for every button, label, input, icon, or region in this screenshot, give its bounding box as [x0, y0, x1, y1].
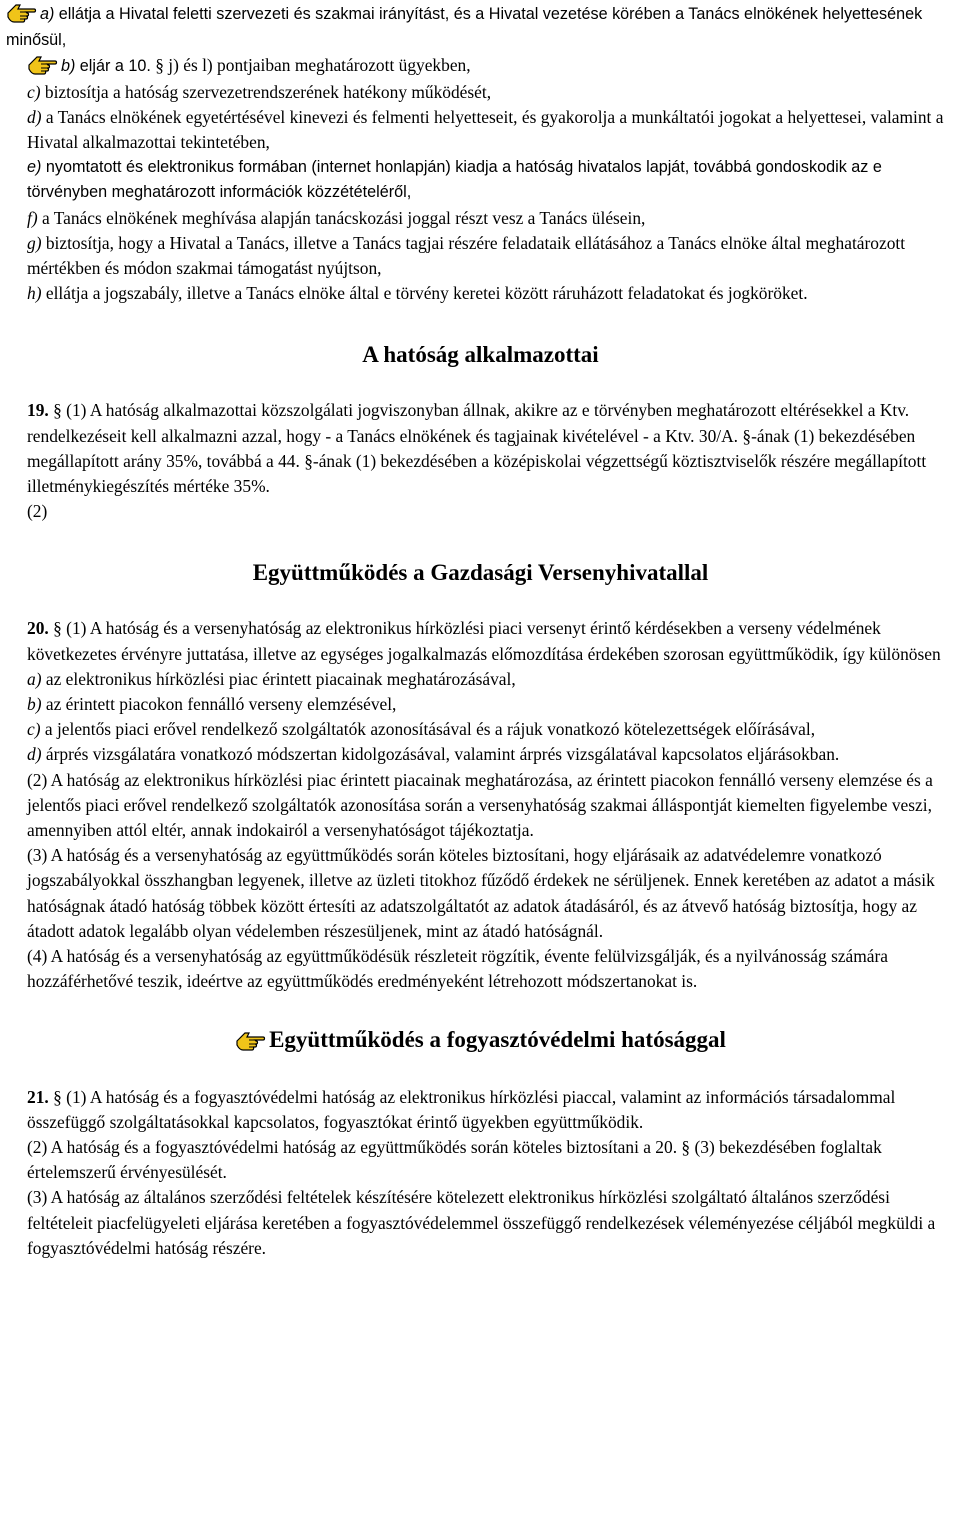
- item-label: a): [40, 5, 55, 23]
- item-label: f): [27, 207, 38, 228]
- paragraph-text: (1) A hatóság és a fogyasztóvédelmi hatóság az elektronikus hírközlési piaccal, valamint az információs társadalommal összefüggő szolgáltatásokkal kapcsolatos, fogyasztókat érintő ügyekben együttműködik.: [27, 1086, 896, 1132]
- item-label: c): [27, 719, 41, 740]
- item-text: a Tanács elnökének egyetértésével kinevezi és felmenti helyetteseit, és gyakorolja a munkáltatói jogokat a helyettesei, valamint a Hivatal alkalmazottai tekintetében,: [27, 106, 944, 153]
- item-text: ellátja a jogszabály, illetve a Tanács elnöke által e törvény keretei között ráruházott feladatokat és jogköröket.: [45, 283, 808, 304]
- paragraph-text: (3) bekezdésében foglaltak értelemszerű érvényesülését.: [27, 1136, 882, 1183]
- item-text: nyomtatott és elektronikus formában (internet honlapján) kiadja a hatóság hivatalos lapját, továbbá gondoskodik az e törvényben meghatározott információk közzétételéről,: [27, 158, 882, 202]
- list-item-g: [6, 231, 955, 281]
- pointing-hand-icon[interactable]: [6, 1, 38, 23]
- list-item-20-c: [6, 717, 955, 742]
- paragraph-20-2: (2) A hatóság az elektronikus hírközlési piac érintett piacainak meghatározása, az érintett piacokon fennálló verseny elemzése és a jelentős piaci erővel rendelkező szolgáltatók azonosítása során a versenyhatóság szakmai álláspontját kiemelten figyelembe veszi, amennyiben attól eltér, annak indokairól a versenyhatóságot tájékoztatja.: [27, 769, 933, 841]
- list-item-c: [6, 80, 955, 105]
- item-text: biztosítja, hogy a Hivatal a Tanács, illetve a Tanács tagjai részére feladataik ellátásához a Tanács elnöke által meghatározott mértékben és módon szakmai támogatást nyújtson,: [27, 232, 906, 279]
- item-text: a jelentős piaci erővel rendelkező szolgáltatók azonosításával és a rájuk vonatkozó kötelezettségek előírásával,: [44, 719, 816, 740]
- list-item-b: [6, 53, 955, 79]
- heading-text: Együttműködés a fogyasztóvédelmi hatósággal: [269, 1026, 726, 1052]
- paragraph-text: (1) A hatóság alkalmazottai közszolgálati jogviszonyban állnak, akikre az e törvényben meghatározott eltérésekkel a Ktv. rendelkezéseit kell alkalmazni azzal, hogy - a Tanács elnökének és tagjainak kivételével - a Ktv. 30/A.: [27, 400, 910, 446]
- item-label: a): [27, 668, 42, 689]
- section-sign[interactable]: §: [155, 55, 164, 76]
- list-item-20-a: [6, 667, 955, 692]
- item-label: e): [27, 158, 42, 177]
- section-number: 19.: [27, 400, 49, 421]
- paragraph-19-2: (2): [27, 501, 48, 522]
- item-text: árprés vizsgálatára vonatkozó módszertan kidolgozásával, valamint árprés vizsgálatával kapcsolatos eljárásokban.: [45, 744, 840, 765]
- item-text: az érintett piacokon fennálló verseny elemzésével,: [45, 694, 397, 715]
- paragraph-21-1: [6, 1085, 955, 1135]
- section-number: 21.: [27, 1086, 49, 1107]
- item-text: az elektronikus hírközlési piac érintett piacainak meghatározásával,: [45, 668, 516, 689]
- pointing-hand-icon[interactable]: [235, 1029, 267, 1051]
- list-item-20-d: [6, 742, 955, 767]
- section-sign[interactable]: §: [681, 1136, 691, 1157]
- paragraph-20-3: (3) A hatóság és a versenyhatóság az együttműködés során köteles biztosítani, hogy eljárásaik az adatvédelemre vonatkozó jogszabályokkal összhangban legyenek, illetve az üzleti titokhoz fűződő érdekek ne sérüljenek. Ennek keretében az adatot a másik hatóságnak átadó hatóság többek között értesíti az adatszolgáltatót az adatok átadásáról, és az átvevő hatóság biztosítja, hogy az átadott adatok legalább olyan védelemben részesüljenek, mint az átadó hatóságnál.: [27, 845, 935, 941]
- paragraph-19-1: [6, 398, 955, 499]
- item-text: ellátja a Hivatal feletti szervezeti és szakmai irányítást, és a Hivatal vezetése körében a Tanács elnökének helyettesének minősül,: [6, 5, 923, 50]
- list-item-h: [6, 281, 955, 306]
- list-item-f: [6, 206, 955, 231]
- item-label: b): [61, 57, 76, 76]
- pointing-hand-icon[interactable]: [27, 53, 59, 75]
- list-item-20-b: [6, 692, 955, 717]
- section-heading-competition: Együttműködés a Gazdasági Versenyhivatallal: [252, 560, 709, 586]
- item-label: h): [27, 283, 42, 304]
- section-heading-employees: A hatóság alkalmazottai: [362, 342, 599, 368]
- item-text: biztosítja a hatóság szervezetrendszerének hatékony működését,: [44, 81, 492, 102]
- section-sign[interactable]: §: [53, 400, 62, 421]
- item-text: a Tanács elnökének meghívása alapján tanácskozási joggal részt vesz a Tanács ülésein,: [41, 207, 646, 228]
- paragraph-20-4: (4) A hatóság és a versenyhatóság az együttműködésük részleteit rögzítik, évente felülvizsgálják, és a nyilvánosság számára hozzáférhetővé teszik, ideértve az együttműködés eredményeként létrehozott módszertanokat is.: [27, 946, 889, 992]
- paragraph-text: -ának (1) bekezdésében megállapított arány 35%, továbbá a 44.: [27, 425, 916, 471]
- paragraph-21-2: [6, 1135, 955, 1185]
- list-item-d: [6, 105, 955, 155]
- section-sign[interactable]: §: [742, 425, 752, 446]
- item-text: eljár a 10.: [79, 57, 151, 76]
- paragraph-21-3: (3) A hatóság az általános szerződési feltételek készítésére kötelezett elektronikus hírközlési szolgáltató általános szerződési feltételeit piacfelügyeleti eljárása keretében a fogyasztóvédelemmel összefüggő rendelkezések véleményezése céljából megküldi a fogyasztóvédelmi hatóság részére.: [27, 1187, 936, 1258]
- section-sign[interactable]: §: [304, 450, 313, 471]
- item-label: g): [27, 232, 42, 253]
- paragraph-text: (1) A hatóság és a versenyhatóság az elektronikus hírközlési piaci versenyt érintő kérdésekben a verseny védelmének következetes érvényre juttatása, illetve az egységes jogalkalmazás előmozdítása érdekében szorosan együttműködik, így különösen: [27, 618, 941, 664]
- item-label: c): [27, 81, 41, 102]
- document-page: [6, 0, 955, 1261]
- section-sign[interactable]: §: [53, 618, 62, 639]
- section-sign[interactable]: §: [53, 1086, 62, 1107]
- paragraph-text: (2) A hatóság és a fogyasztóvédelmi hatóság az együttműködés során köteles biztosítani a 20.: [27, 1136, 678, 1157]
- item-text: j) és l) pontjaiban meghatározott ügyekben,: [168, 55, 471, 76]
- list-item-a: [6, 1, 955, 53]
- item-label: d): [27, 106, 42, 127]
- paragraph-20-1: [6, 616, 955, 666]
- section-number: 20.: [27, 618, 49, 639]
- list-item-e: [6, 155, 955, 205]
- section-heading-consumer: [6, 1025, 955, 1055]
- item-label: d): [27, 744, 42, 765]
- paragraph-text: -ának (1) bekezdésében a középiskolai végzettségű köztisztviselők részére megállapított illetménykiegészítés mértéke 35%.: [27, 450, 927, 497]
- item-label: b): [27, 694, 42, 715]
